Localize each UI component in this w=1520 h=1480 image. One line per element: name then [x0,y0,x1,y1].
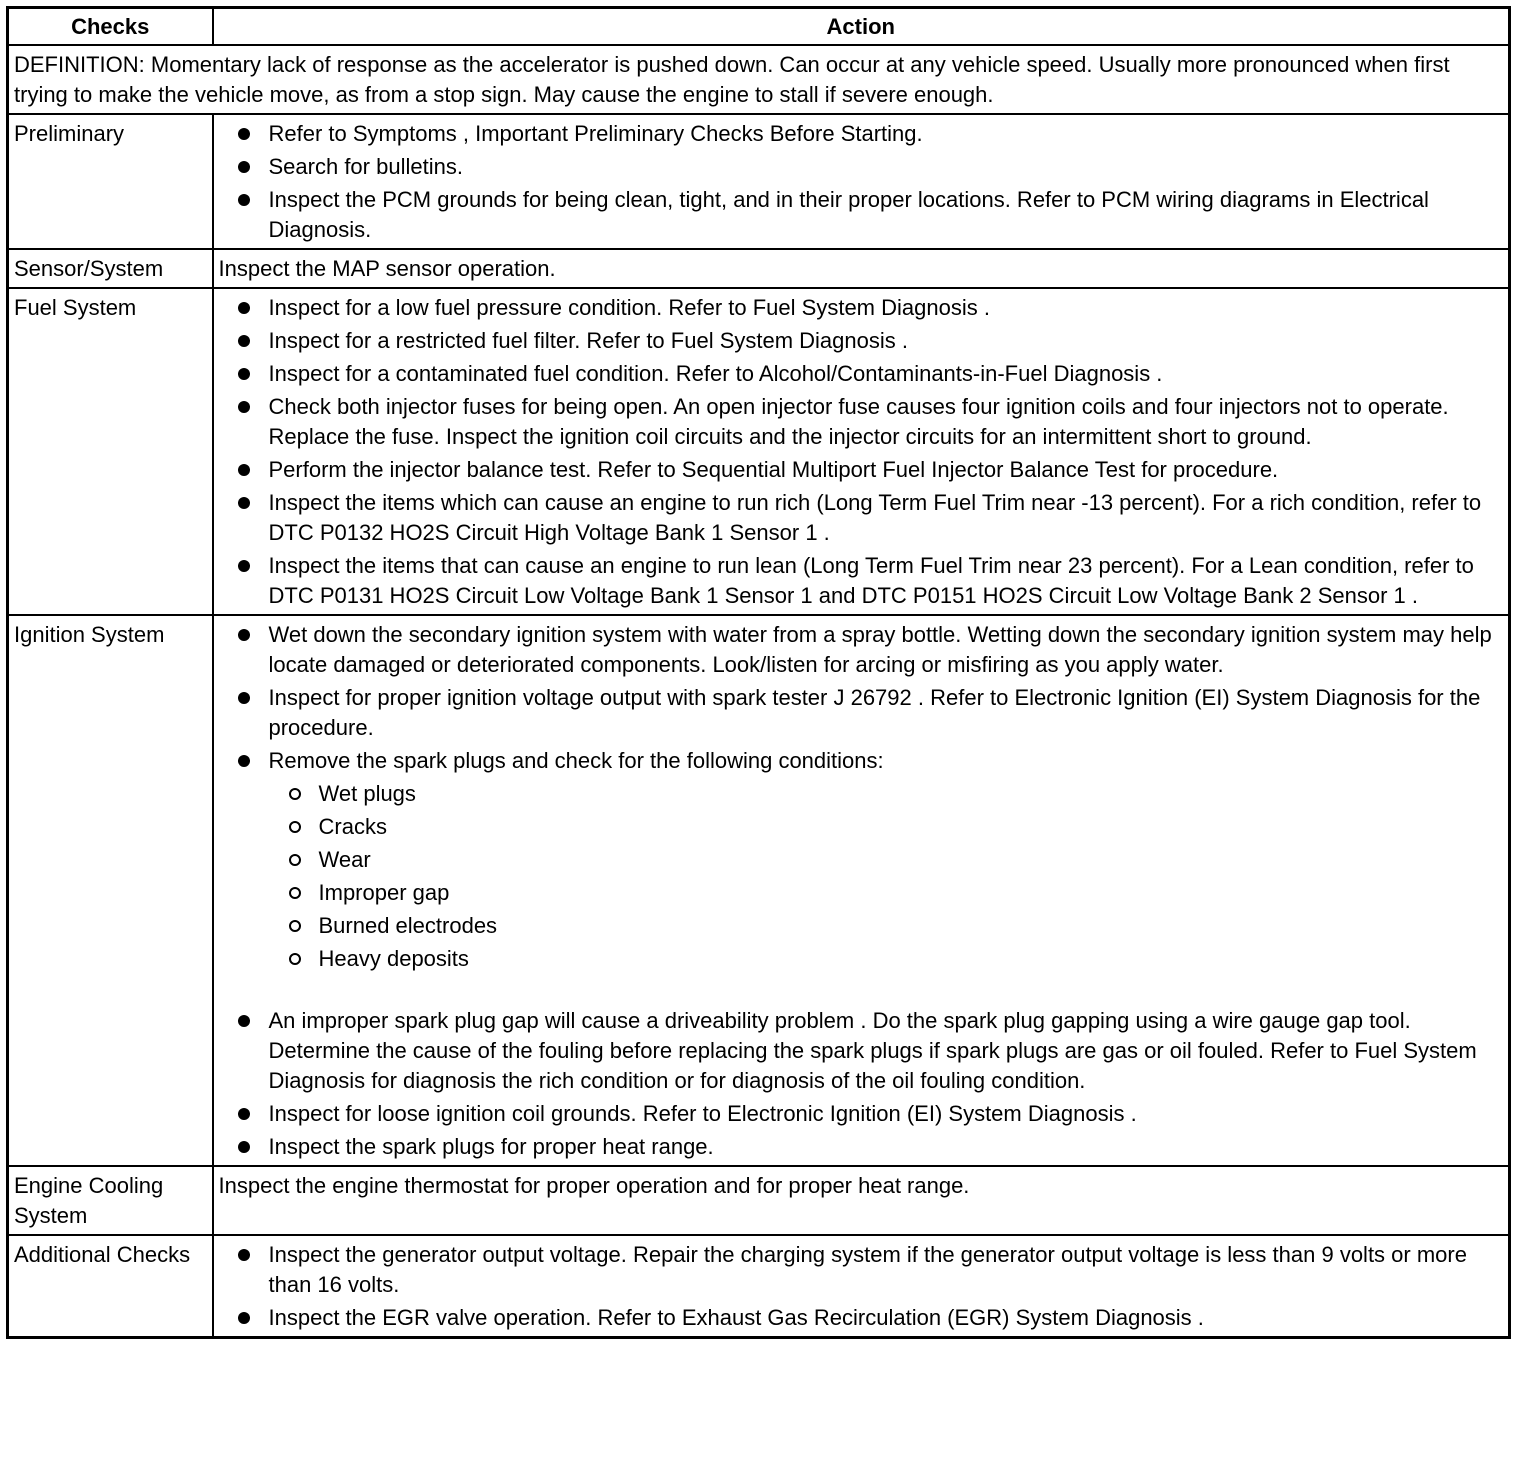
list-item [219,1303,1504,1333]
list-item-text: Inspect the PCM grounds for being clean, tight, and in their proper locations. Refer to PCM wiring diagrams in Electrical Diagnosis. [268,187,1429,242]
action-cell-fuel [213,288,1510,615]
sub-list-item-text: Burned electrodes [318,913,498,938]
bullet-icon [238,128,250,140]
diagnostic-table-page [6,6,1508,1339]
action-cell-additional [213,1235,1510,1338]
sub-list-item [269,944,1504,974]
list-item-text: Refer to Symptoms , Important Preliminary Checks Before Starting. [268,121,923,146]
sub-list-item [269,779,1504,809]
action-cell-sensor: Inspect the MAP sensor operation. [213,249,1510,288]
list-item [219,119,1504,149]
list-item-text: Inspect the EGR valve operation. Refer to Exhaust Gas Recirculation (EGR) System Diagnosis . [268,1305,1204,1330]
bullet-icon [238,335,250,347]
table-row [8,114,1510,249]
sub-list-item [269,812,1504,842]
list-item [219,1099,1504,1129]
list-item [219,455,1504,485]
list-item [219,185,1504,245]
definition-text: DEFINITION: Momentary lack of response as the accelerator is pushed down. Can occur at any vehicle speed. Usually more pronounced when first trying to make the vehicle move, as from a stop sign. May cause the engine to stall if severe enough. [8,45,1510,114]
bullet-icon [238,1249,250,1261]
list-item [219,551,1504,611]
action-cell-ignition [213,615,1510,1166]
circle-bullet-icon [289,920,301,932]
list-item [219,293,1504,323]
sub-list-item-text: Wet plugs [318,781,416,806]
list-item [219,746,1504,1003]
bullet-icon [238,194,250,206]
sub-list-item-text: Heavy deposits [318,946,469,971]
list-item-text: Inspect the spark plugs for proper heat range. [268,1134,714,1159]
sub-list-item [269,911,1504,941]
check-label-sensor: Sensor/System [8,249,213,288]
table-row [8,1235,1510,1338]
table-row [8,1166,1510,1235]
list-item [219,1132,1504,1162]
bullet-icon [238,755,250,767]
table-row [8,288,1510,615]
bullet-icon [238,497,250,509]
bullet-icon [238,161,250,173]
check-label-cooling: Engine Cooling System [8,1166,213,1235]
table-row [8,615,1510,1166]
checks-column-header: Checks [8,8,213,46]
list-item [219,683,1504,743]
bullet-icon [238,1141,250,1153]
check-label-preliminary: Preliminary [8,114,213,249]
list-item-text: Inspect for a restricted fuel filter. Refer to Fuel System Diagnosis . [268,328,908,353]
circle-bullet-icon [289,788,301,800]
bullet-icon [238,368,250,380]
table-row [8,249,1510,288]
bullet-icon [238,560,250,572]
bullet-icon [238,629,250,641]
list-item [219,152,1504,182]
list-item [219,1240,1504,1300]
spark-plug-conditions-list [269,779,1504,1003]
list-item [219,488,1504,548]
circle-bullet-icon [289,854,301,866]
check-label-additional: Additional Checks [8,1235,213,1338]
list-item-text: Check both injector fuses for being open. An open injector fuse causes four ignition coils and four injectors not to operate. Replace the fuse. Inspect the ignition coil circuits and the injector circuits for an intermittent short to ground. [268,394,1449,449]
list-item-text: Wet down the secondary ignition system with water from a spray bottle. Wetting down the secondary ignition system may help locate damaged or deteriorated components. Look/listen for arcing or misfiring as you apply water. [268,622,1492,677]
circle-bullet-icon [289,821,301,833]
list-item-text: Inspect the items which can cause an engine to run rich (Long Term Fuel Trim near -13 percent). For a rich condition, refer to DTC P0132 HO2S Circuit High Voltage Bank 1 Sensor 1 . [268,490,1482,545]
list-item-text: Inspect for a low fuel pressure condition. Refer to Fuel System Diagnosis . [268,295,990,320]
sub-list-item [269,878,1504,908]
list-item [219,392,1504,452]
bullet-icon [238,302,250,314]
list-item-text: An improper spark plug gap will cause a driveability problem . Do the spark plug gapping using a wire gauge gap tool. Determine the cause of the fouling before replacing the spark plugs if spark plugs are gas or oil fouled. Refer to Fuel System Diagnosis for diagnosis the rich condition or for diagnosis of the oil fouling condition. [268,1008,1477,1093]
bullet-icon [238,464,250,476]
list-item-text: Inspect the items that can cause an engine to run lean (Long Term Fuel Trim near 23 percent). For a Lean condition, refer to DTC P0131 HO2S Circuit Low Voltage Bank 1 Sensor 1 and DTC P0151 HO2S Circuit Low Voltage Bank 2 Sensor 1 . [268,553,1474,608]
list-item [219,620,1504,680]
list-item-text: Perform the injector balance test. Refer to Sequential Multiport Fuel Injector Balance Test for procedure. [268,457,1279,482]
check-label-fuel: Fuel System [8,288,213,615]
list-item [219,359,1504,389]
action-column-header: Action [213,8,1510,46]
sub-list-item [269,845,1504,875]
bullet-icon [238,692,250,704]
bullet-icon [238,1108,250,1120]
list-item-text: Inspect the generator output voltage. Repair the charging system if the generator output voltage is less than 9 volts or more than 16 volts. [268,1242,1467,1297]
bullet-icon [238,401,250,413]
sub-list-item-text: Wear [318,847,371,872]
bullet-icon [238,1015,250,1027]
list-item-text: Inspect for proper ignition voltage output with spark tester J 26792 . Refer to Electronic Ignition (EI) System Diagnosis for the procedure. [268,685,1481,740]
sub-list-item-text: Improper gap [318,880,450,905]
list-item-text: Remove the spark plugs and check for the following conditions: [268,748,884,773]
check-label-ignition: Ignition System [8,615,213,1166]
circle-bullet-icon [289,887,301,899]
diagnostic-table [6,6,1511,1339]
action-cell-preliminary [213,114,1510,249]
list-item-text: Inspect for a contaminated fuel condition. Refer to Alcohol/Contaminants-in-Fuel Diagnosis . [268,361,1163,386]
list-item [219,1006,1504,1096]
action-cell-cooling: Inspect the engine thermostat for proper operation and for proper heat range. [213,1166,1510,1235]
definition-row [8,45,1510,114]
sub-list-item-text: Cracks [318,814,387,839]
list-item-text: Inspect for loose ignition coil grounds. Refer to Electronic Ignition (EI) System Diagnosis . [268,1101,1137,1126]
list-item [219,326,1504,356]
circle-bullet-icon [289,953,301,965]
header-row [8,8,1510,46]
bullet-icon [238,1312,250,1324]
list-item-text: Search for bulletins. [268,154,463,179]
